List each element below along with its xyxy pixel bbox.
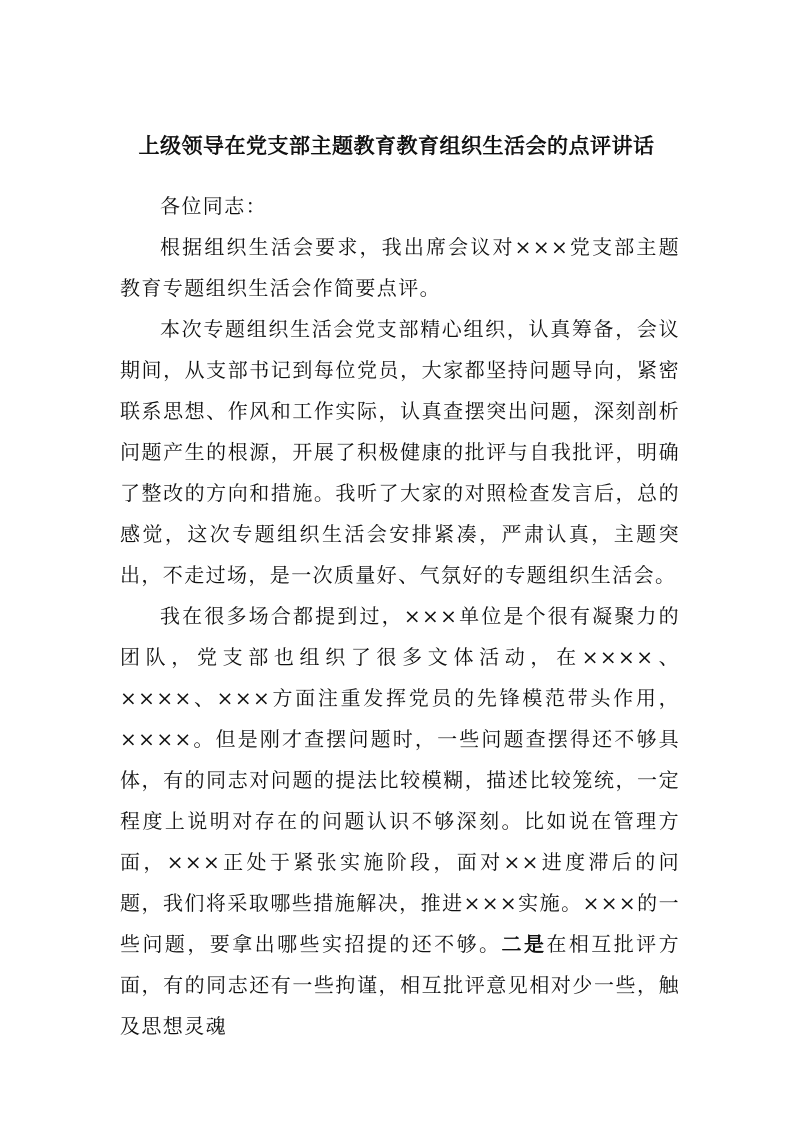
paragraph-3-bold-marker: 二是 [501,932,547,956]
paragraph-3-text-b: 在相互批评方面，有的同志还有一些拘谨，相互批评意见相对少一些，触及思想灵魂 [120,932,680,1038]
paragraph-3 [120,596,680,1047]
paragraph-3-text-a: 我在很多场合都提到过，×××单位是个很有凝聚力的团队，党支部也组织了很多文体活动，在××××、××××、×××方面注重发挥党员的先锋模范带头作用，××××。但是刚才查摆问题时，一些问题查摆得还不够具体，有的同志对问题的提法比较模糊，描述比较笼统，一定程度上说明对存在的问题认识不够深刻。比如说在管理方面，×××正处于紧张实施阶段，面对××进度滞后的问题，我们将采取哪些措施解决，推进×××实施。×××的一些问题，要拿出哪些实招提的还不够。 [120,604,680,956]
document-title: 上级领导在党支部主题教育教育组织生活会的点评讲话 [138,133,655,158]
salutation: 各位同志： [160,194,267,218]
paragraph-1: 根据组织生活会要求，我出席会议对×××党支部主题教育专题组织生活会作简要点评。 [120,235,680,300]
document-body [120,186,680,1047]
paragraph-2: 本次专题组织生活会党支部精心组织，认真筹备，会议期间，从支部书记到每位党员，大家都坚持问题导向，紧密联系思想、作风和工作实际，认真查摆突出问题，深刻剖析问题产生的根源，开展了积极健康的批评与自我批评，明确了整改的方向和措施。我听了大家的对照检查发言后，总的感觉，这次专题组织生活会安排紧凑，严肃认真，主题突出，不走过场，是一次质量好、气氛好的专题组织生活会。 [120,317,680,587]
